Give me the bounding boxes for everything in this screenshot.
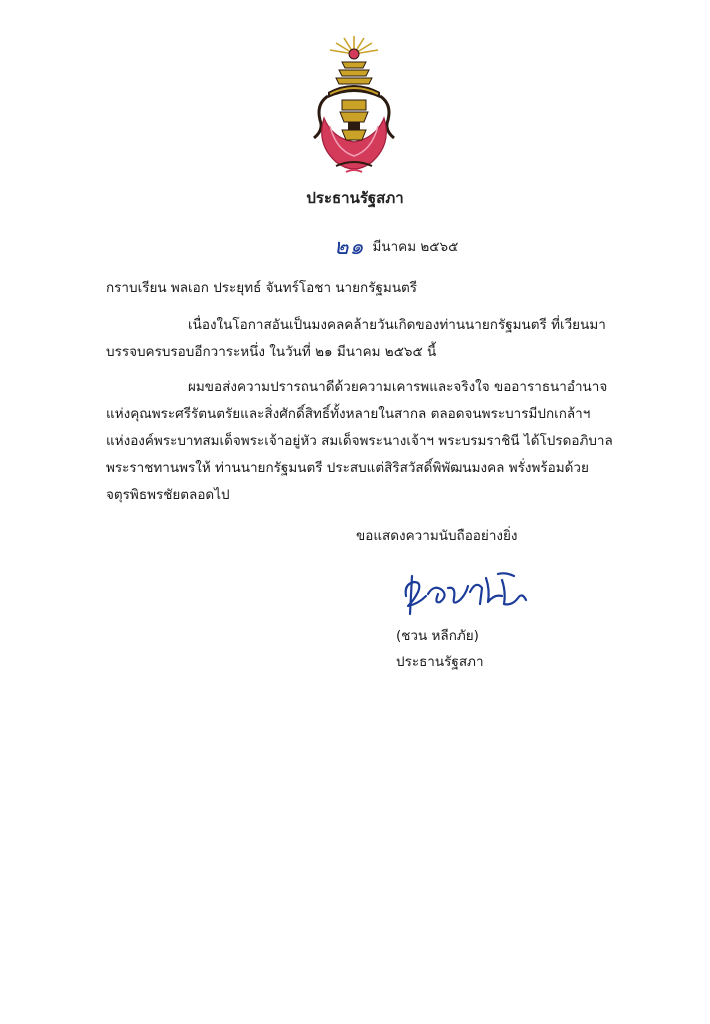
closing-phrase: ขอแสดงความนับถืออย่างยิ่ง <box>356 528 518 544</box>
salutation: กราบเรียน พลเอก ประยุทธ์ จันทร์โอชา นายกรัฐมนตรี <box>106 280 418 296</box>
paragraph-line: จตุรพิธพรชัยตลอดไป <box>106 487 230 503</box>
paragraph-line: แห่งองค์พระบาทสมเด็จพระเจ้าอยู่หัว สมเด็จพระนางเจ้าฯ พระบรมราชินี ได้โปรดอภิบาล <box>106 433 613 449</box>
parliament-emblem-icon <box>306 34 402 182</box>
paragraph-2 <box>106 374 636 509</box>
org-title: ประธานรัฐสภา <box>306 189 404 207</box>
handwritten-signature-icon <box>398 566 538 618</box>
date-month-year: มีนาคม ๒๕๖๕ <box>372 239 459 255</box>
paragraph-line: พระราชทานพรให้ ท่านนายกรัฐมนตรี ประสบแต่สิริสวัสดิ์พิพัฒนมงคล พรั่งพร้อมด้วย <box>106 460 589 476</box>
letter-date <box>334 232 458 260</box>
paragraph-line: ผมขอส่งความปรารถนาดีด้วยความเคารพและจริงใจ ขออาราธนาอำนาจ <box>188 379 608 395</box>
signer-title: ประธานรัฐสภา <box>396 654 484 670</box>
paragraph-1 <box>106 312 636 366</box>
date-day-handwritten: ๒๑ <box>334 234 365 260</box>
paragraph-line: เนื่องในโอกาสอันเป็นมงคลคล้ายวันเกิดของท่านนายกรัฐมนตรี ที่เวียนมา <box>188 317 606 333</box>
paragraph-line: บรรจบครบรอบอีกวาระหนึ่ง ในวันที่ ๒๑ มีนาคม ๒๕๖๕ นี้ <box>106 344 437 360</box>
paragraph-line: แห่งคุณพระศรีรัตนตรัยและสิ่งศักดิ์สิทธิ์ทั้งหลายในสากล ตลอดจนพระบารมีปกเกล้าฯ <box>106 406 591 422</box>
signer-name: (ชวน หลีกภัย) <box>396 628 479 644</box>
